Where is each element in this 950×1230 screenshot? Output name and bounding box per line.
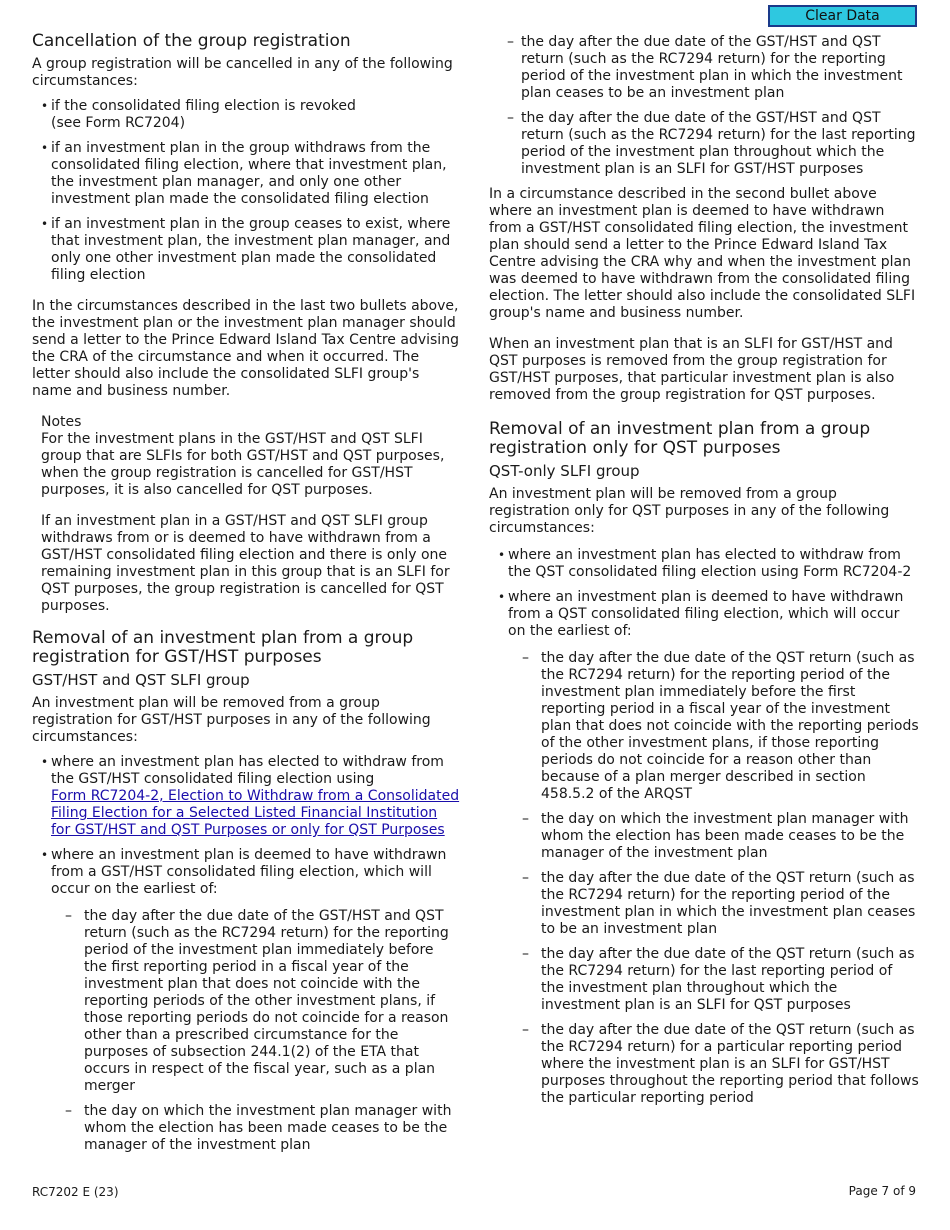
list-item: • where an investment plan has elected to withdraw from the QST consolidated filing election using Form RC7204-2 (489, 547, 919, 581)
removal-gst-intro: An investment plan will be removed from a group registration for GST/HST purposes in any of the following circumstances: (32, 695, 431, 745)
bullet-text: where an investment plan is deemed to have withdrawn from a QST consolidated filing election, which will occur on the earliest of: (508, 589, 904, 639)
removal-gst-heading: Removal of an investment plan from a group registration for GST/HST purposes (32, 628, 414, 667)
notes-paragraph: For the investment plans in the GST/HST and QST SLFI group that are SLFIs for both GST/HST and QST purposes, when the group registration is cancelled for GST/HST purposes, it is also cancelled for QST purposes. (41, 431, 445, 498)
list-item: – the day after the due date of the QST return (such as the RC7294 return) for a particular reporting period where the investment plan is an SLFI for GST/HST purposes throughout the reporting period that follows the particular reporting period (508, 1022, 919, 1107)
list-item: • if an investment plan in the group ceases to exist, where that investment plan, the investment plan manager, and only one other investment plan made the consolidated filing election (32, 216, 460, 284)
list-item: – the day after the due date of the GST/HST and QST return (such as the RC7294 return) for the reporting period of the investment plan in which the investment plan ceases to be an investment plan (489, 34, 919, 102)
removal-gst-after-text: In a circumstance described in the second bullet above where an investment plan is deemed to have withdrawn from a GST/HST consolidated filing election, the investment plan should send a letter to the Prince Edward Island Tax Centre advising the CRA why and when the investment plan was deemed to have withdrawn from the consolidated filing election. The letter should also include the consolidated SLFI group's name and business number. (489, 186, 916, 321)
left-column (32, 32, 460, 1168)
list-item: – the day after the due date of the QST return (such as the RC7294 return) for the reporting period of the investment plan in which the investment plan ceases to be an investment plan (508, 870, 919, 938)
list-item (489, 589, 919, 1107)
list-item: • if an investment plan in the group withdraws from the consolidated filing election, where that investment plan, the investment plan manager, and only one other investment plan made the consolidated filing election (32, 140, 460, 208)
removal-gst-dash-list-continued (489, 34, 919, 178)
removal-gst-bullet-list (32, 754, 460, 1154)
removal-gst-subheading: GST/HST and QST SLFI group (32, 671, 250, 689)
cancellation-intro: A group registration will be cancelled in any of the following circumstances: (32, 56, 453, 89)
cancellation-heading: Cancellation of the group registration (32, 31, 351, 51)
list-item: – the day after the due date of the GST/HST and QST return (such as the RC7294 return) for the reporting period of the investment plan immediately before the first reporting period in a fiscal year of the investment plan that does not coincide with the reporting periods of the other investment plans, if those reporting periods do not coincide for a reason other than a prescribed circumstance for the purposes of subsection 244.1(2) of the ETA that occurs in respect of the fiscal year, such as a plan merger (51, 908, 460, 1095)
list-item: – the day after the due date of the GST/HST and QST return (such as the RC7294 return) for the last reporting period of the investment plan throughout which the investment plan is an SLFI for GST/HST purposes (489, 110, 919, 178)
bullet-text: where an investment plan has elected to withdraw from the GST/HST consolidated filing election using (51, 754, 444, 787)
notes-heading: Notes (41, 414, 82, 430)
notes-box (41, 414, 460, 615)
form-rc7204-2-link[interactable]: Form RC7204-2, Election to Withdraw from a Consolidated Filing Election for a Selected Listed Financial Institution for GST/HST and QST Purposes or only for QST Purposes (51, 788, 460, 838)
list-item (32, 754, 460, 839)
bullet-text: where an investment plan is deemed to have withdrawn from a GST/HST consolidated filing election, which will occur on the earliest of: (51, 847, 447, 897)
right-column (489, 34, 919, 1121)
removal-gst-after-text: When an investment plan that is an SLFI for GST/HST and QST purposes is removed from the group registration for GST/HST purposes, that particular investment plan is also removed from the group registration for QST purposes. (489, 336, 895, 403)
removal-qst-bullet-list (489, 547, 919, 1107)
list-item: • if the consolidated filing election is revoked (see Form RC7204) (32, 98, 460, 132)
removal-gst-dash-list (51, 908, 460, 1154)
removal-qst-intro: An investment plan will be removed from a group registration only for QST purposes in any of the following circumstances: (489, 486, 890, 536)
removal-qst-subheading: QST-only SLFI group (489, 462, 640, 480)
notes-paragraph: If an investment plan in a GST/HST and QST SLFI group withdraws from or is deemed to have withdrawn from a GST/HST consolidated filing election and there is only one remaining investment plan in this group that is an SLFI for QST purposes, the group registration is cancelled for QST purposes. (41, 513, 450, 614)
list-item: – the day on which the investment plan manager with whom the election has been made ceases to be the manager of the investment plan (51, 1103, 460, 1154)
cancellation-after-text: In the circumstances described in the last two bullets above, the investment plan or the investment plan manager should send a letter to the Prince Edward Island Tax Centre advising the CRA of the circumstance and when it occurred. The letter should also include the consolidated SLFI group's name and business number. (32, 298, 459, 399)
removal-qst-dash-list (508, 650, 919, 1107)
form-identifier: RC7202 E (23) (32, 1185, 119, 1199)
page-number: Page 7 of 9 (848, 1184, 916, 1198)
removal-qst-heading: Removal of an investment plan from a group registration only for QST purposes (489, 419, 871, 458)
list-item: – the day on which the investment plan manager with whom the election has been made ceases to be the manager of the investment plan (508, 811, 919, 862)
cancellation-bullet-list (32, 98, 460, 284)
clear-data-button[interactable]: Clear Data (768, 5, 917, 27)
list-item: – the day after the due date of the QST return (such as the RC7294 return) for the reporting period of the investment plan immediately before the first reporting period in a fiscal year of the investment plan that does not coincide with the reporting periods of the other investment plans, if those reporting periods do not coincide for a reason other than because of a plan merger described in section 458.5.2 of the ARQST (508, 650, 919, 803)
list-item: – the day after the due date of the QST return (such as the RC7294 return) for the last reporting period of the investment plan throughout which the investment plan is an SLFI for QST purposes (508, 946, 919, 1014)
list-item (32, 847, 460, 1154)
